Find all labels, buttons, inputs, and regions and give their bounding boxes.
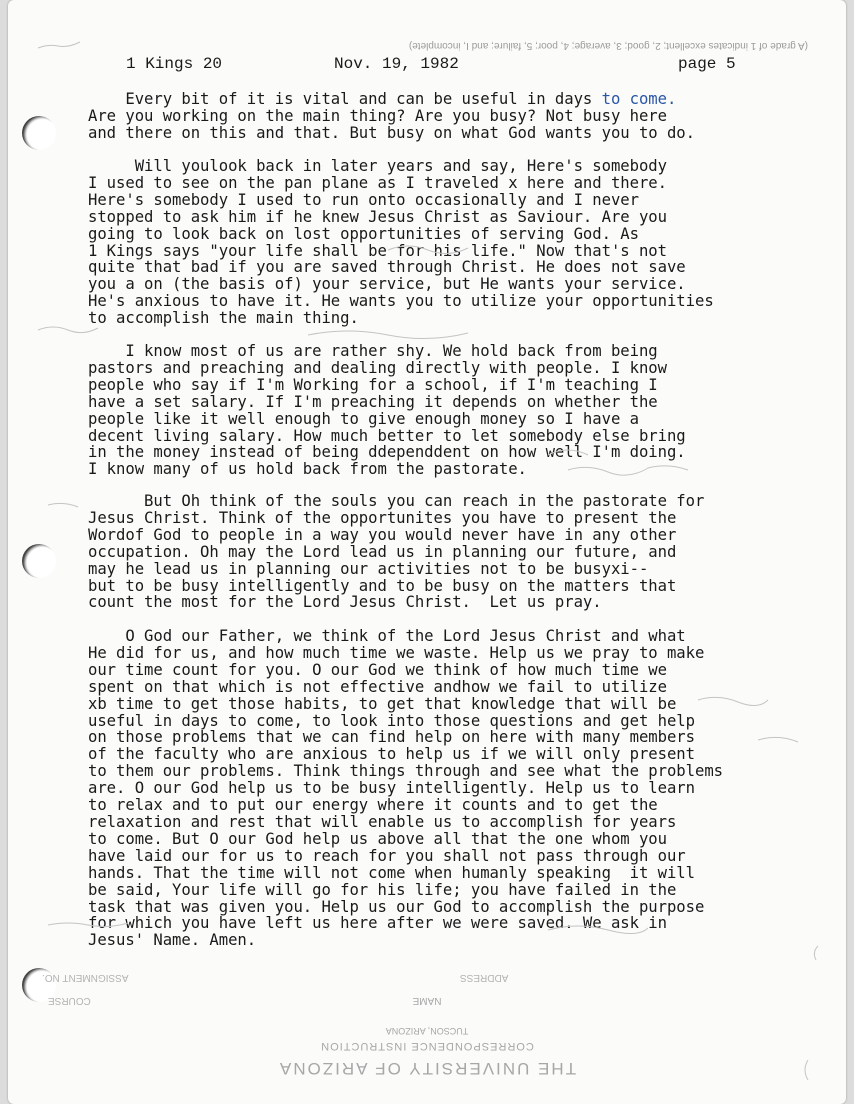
assignment-field-label: ASSIGNMENT NO.	[42, 972, 129, 983]
document-page	[8, 0, 846, 1104]
university-city: TUCSON, ARIZONA	[385, 1026, 469, 1036]
university-name: THE UNIVERSITY OF ARIZONA	[277, 1059, 577, 1078]
prayer-paragraph: O God our Father, we think of the Lord Jesus Christ and what He did for us, and how much time we waste. Help us we pray to make our time count for you. O our God we think of how much time we spent on that which is not effective andhow we fail to utilize xb time to get those habits, to get that knowledge that will be useful in days to come, to look into those questions and get help on those problems that we can find help on here with many members of the faculty who are anxious to help us if we will only present to them our problems. Think things through and see what the problems are. O our God help us to be busy intelligently. Help us to learn to relax and to put our energy where it counts and to get the relaxation and rest that will enable us to accomplish for years to come. But O our God help us above all that the one whom you have laid our for us to reach for you shall not pass through our hands. That the time will not come when humanly speaking it will be said, Your life will go for his life; you have failed in the task that was given you. Help us our God to accomplish the purpose for which you have left us here after we were saved. We ask in Jesus' Name. Amen.	[88, 627, 724, 950]
paragraph-4: But Oh think of the souls you can reach in the pastorate for Jesus Christ. Think of the opportunites you have to present the Wordof God to people in a way you would never have in any other occupation. Oh may the Lord lead us in planning our future, and may he lead us in planning our activities not to be busyxi-- but to be busy intelligently and to be busy on the matters that count the most for the Lord Jesus Christ. Let us pray.	[88, 492, 705, 612]
paragraph-2: Will youlook back in later years and say, Here's somebody I used to see on the pan plane as I traveled x here and there. Here's somebody I used to run onto occasionally and I never stopped to ask him if he knew Jesus Christ as Saviour. Are you going to look back on lost opportunities of serving God. As 1 Kings says "your life shall be for his life." Now that's not quite that bad if you are saved through Christ. He does not save you a on (the basis of) your service, but He wants your service. He's anxious to have it. He wants you to utilize your opportunities to accomplish the main thing.	[88, 157, 714, 328]
name-field-label: NAME	[412, 995, 442, 1006]
pencil-bleedthrough-marks	[8, 0, 846, 1104]
paragraph-1-text: Every bit of it is vital and can be useful in days	[88, 90, 602, 108]
course-field-label: COURSE	[48, 995, 91, 1006]
address-field-label: ADDRESS	[460, 972, 509, 983]
header-reference: 1 Kings 20	[126, 55, 223, 73]
paragraph-1-rest: Are you working on the main thing? Are you busy? Not busy here and there on this and that. But busy on what God wants you to do.	[88, 106, 695, 142]
paragraph-1-highlight: to come.	[601, 90, 677, 108]
grade-legend-bleedthrough: (A grade of 1 indicates excellent; 2, good; 3, average; 4, poor; 5, failure; and I, incomplete)	[408, 40, 808, 51]
header-date: Nov. 19, 1982	[334, 55, 459, 73]
paragraph-3: I know most of us are rather shy. We hold back from being pastors and preaching and dealing directly with people. I know people who say if I'm Working for a school, if I'm teaching I have a set salary. If I'm preaching it depends on whether the people like it well enough to give enough money so I have a decent living salary. How much better to let somebody else bring in the money instead of being ddependdent on how well I'm doing. I know many of us hold back from the pastorate.	[88, 342, 686, 479]
department-name: CORRESPONDENCE INSTRUCTION	[320, 1040, 534, 1052]
header-page-number: page 5	[678, 55, 736, 73]
